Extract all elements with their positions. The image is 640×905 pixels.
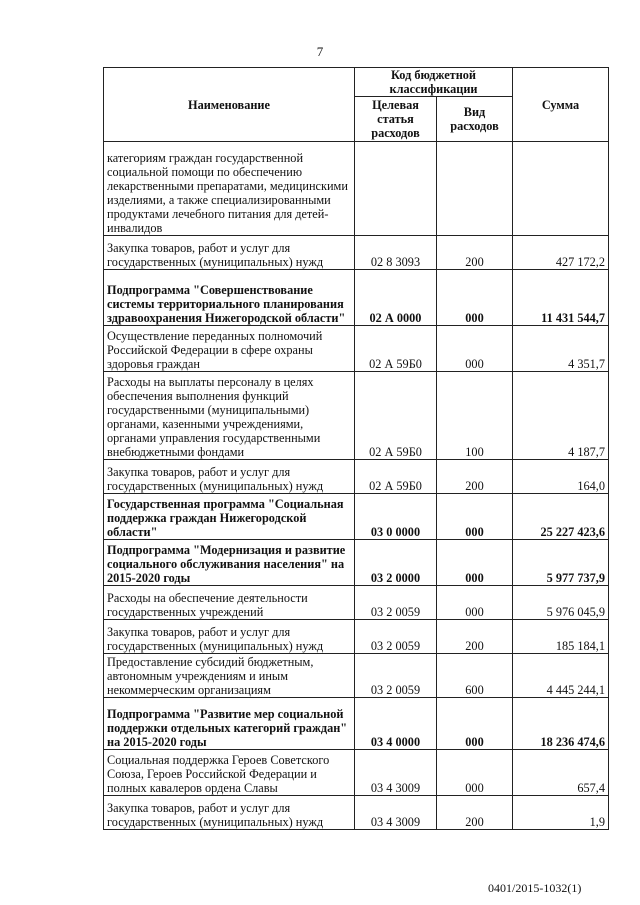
row-sum: 657,4 — [513, 750, 609, 796]
row-name: Расходы на выплаты персоналу в целях обеспечения выполнения функций государственными (муниципальными) органами, казенными учреждениями, органами управления государственными внебюджетными фондами — [104, 372, 355, 460]
table-row — [104, 750, 609, 796]
table-row — [104, 326, 609, 372]
table-body — [104, 142, 609, 830]
row-target-code: 03 4 3009 — [355, 796, 437, 830]
table-row — [104, 698, 609, 750]
row-sum: 25 227 423,6 — [513, 494, 609, 540]
row-expense-type: 200 — [437, 796, 513, 830]
table-row — [104, 372, 609, 460]
row-sum: 427 172,2 — [513, 236, 609, 270]
row-expense-type — [437, 142, 513, 236]
row-target-code: 02 А 0000 — [355, 270, 437, 326]
row-target-code: 03 2 0059 — [355, 586, 437, 620]
row-target-code — [355, 142, 437, 236]
table-row — [104, 620, 609, 654]
table-row — [104, 796, 609, 830]
header-code-group: Код бюджетной классификации — [355, 68, 513, 97]
row-expense-type: 200 — [437, 460, 513, 494]
budget-table — [103, 67, 609, 830]
row-sum: 4 445 244,1 — [513, 654, 609, 698]
row-sum: 185 184,1 — [513, 620, 609, 654]
row-name: категориям граждан государственной социальной помощи по обеспечению лекарственными препаратами, медицинскими изделиями, а также специализированными продуктами лечебного питания для детей-инвалидов — [104, 142, 355, 236]
row-target-code: 03 2 0059 — [355, 654, 437, 698]
table-row — [104, 236, 609, 270]
row-target-code: 02 А 59Б0 — [355, 460, 437, 494]
row-name: Закупка товаров, работ и услуг для государственных (муниципальных) нужд — [104, 620, 355, 654]
row-sum — [513, 142, 609, 236]
page-number: 7 — [316, 44, 324, 59]
row-expense-type: 600 — [437, 654, 513, 698]
table-row — [104, 494, 609, 540]
document-code: 0401/2015-1032(1) — [488, 881, 582, 895]
row-expense-type: 000 — [437, 750, 513, 796]
table-row — [104, 586, 609, 620]
row-sum: 4 187,7 — [513, 372, 609, 460]
header-target: Целевая статья расходов — [355, 97, 437, 142]
row-name: Государственная программа "Социальная поддержка граждан Нижегородской области" — [104, 494, 355, 540]
row-name: Расходы на обеспечение деятельности государственных учреждений — [104, 586, 355, 620]
row-target-code: 03 2 0059 — [355, 620, 437, 654]
row-name: Закупка товаров, работ и услуг для государственных (муниципальных) нужд — [104, 460, 355, 494]
table-row — [104, 654, 609, 698]
row-name: Осуществление переданных полномочий Российской Федерации в сфере охраны здоровья граждан — [104, 326, 355, 372]
row-target-code: 03 0 0000 — [355, 494, 437, 540]
header-type: Вид расходов — [437, 97, 513, 142]
table-row — [104, 142, 609, 236]
row-expense-type: 100 — [437, 372, 513, 460]
row-name: Предоставление субсидий бюджетным, автономным учреждениям и иным некоммерческим организациям — [104, 654, 355, 698]
row-expense-type: 200 — [437, 620, 513, 654]
row-expense-type: 000 — [437, 270, 513, 326]
row-sum: 5 977 737,9 — [513, 540, 609, 586]
row-expense-type: 000 — [437, 540, 513, 586]
row-target-code: 02 8 3093 — [355, 236, 437, 270]
row-name: Закупка товаров, работ и услуг для государственных (муниципальных) нужд — [104, 796, 355, 830]
row-sum: 164,0 — [513, 460, 609, 494]
row-sum: 11 431 544,7 — [513, 270, 609, 326]
row-expense-type: 200 — [437, 236, 513, 270]
row-name: Подпрограмма "Развитие мер социальной поддержки отдельных категорий граждан" на 2015-2020 годы — [104, 698, 355, 750]
row-name: Социальная поддержка Героев Советского Союза, Героев Российской Федерации и полных кавалеров ордена Славы — [104, 750, 355, 796]
row-sum: 1,9 — [513, 796, 609, 830]
table-row — [104, 540, 609, 586]
row-expense-type: 000 — [437, 494, 513, 540]
row-target-code: 03 2 0000 — [355, 540, 437, 586]
row-target-code: 03 4 3009 — [355, 750, 437, 796]
table-row — [104, 460, 609, 494]
row-sum: 4 351,7 — [513, 326, 609, 372]
row-expense-type: 000 — [437, 698, 513, 750]
row-target-code: 03 4 0000 — [355, 698, 437, 750]
row-sum: 18 236 474,6 — [513, 698, 609, 750]
row-name: Подпрограмма "Модернизация и развитие социального обслуживания населения" на 2015-2020 годы — [104, 540, 355, 586]
table-row — [104, 270, 609, 326]
row-target-code: 02 А 59Б0 — [355, 326, 437, 372]
row-expense-type: 000 — [437, 586, 513, 620]
header-sum: Сумма — [513, 68, 609, 142]
row-name: Подпрограмма "Совершенствование системы территориального планирования здравоохранения Нижегородской области" — [104, 270, 355, 326]
row-name: Закупка товаров, работ и услуг для государственных (муниципальных) нужд — [104, 236, 355, 270]
row-sum: 5 976 045,9 — [513, 586, 609, 620]
row-target-code: 02 А 59Б0 — [355, 372, 437, 460]
header-name: Наименование — [104, 68, 355, 142]
row-expense-type: 000 — [437, 326, 513, 372]
